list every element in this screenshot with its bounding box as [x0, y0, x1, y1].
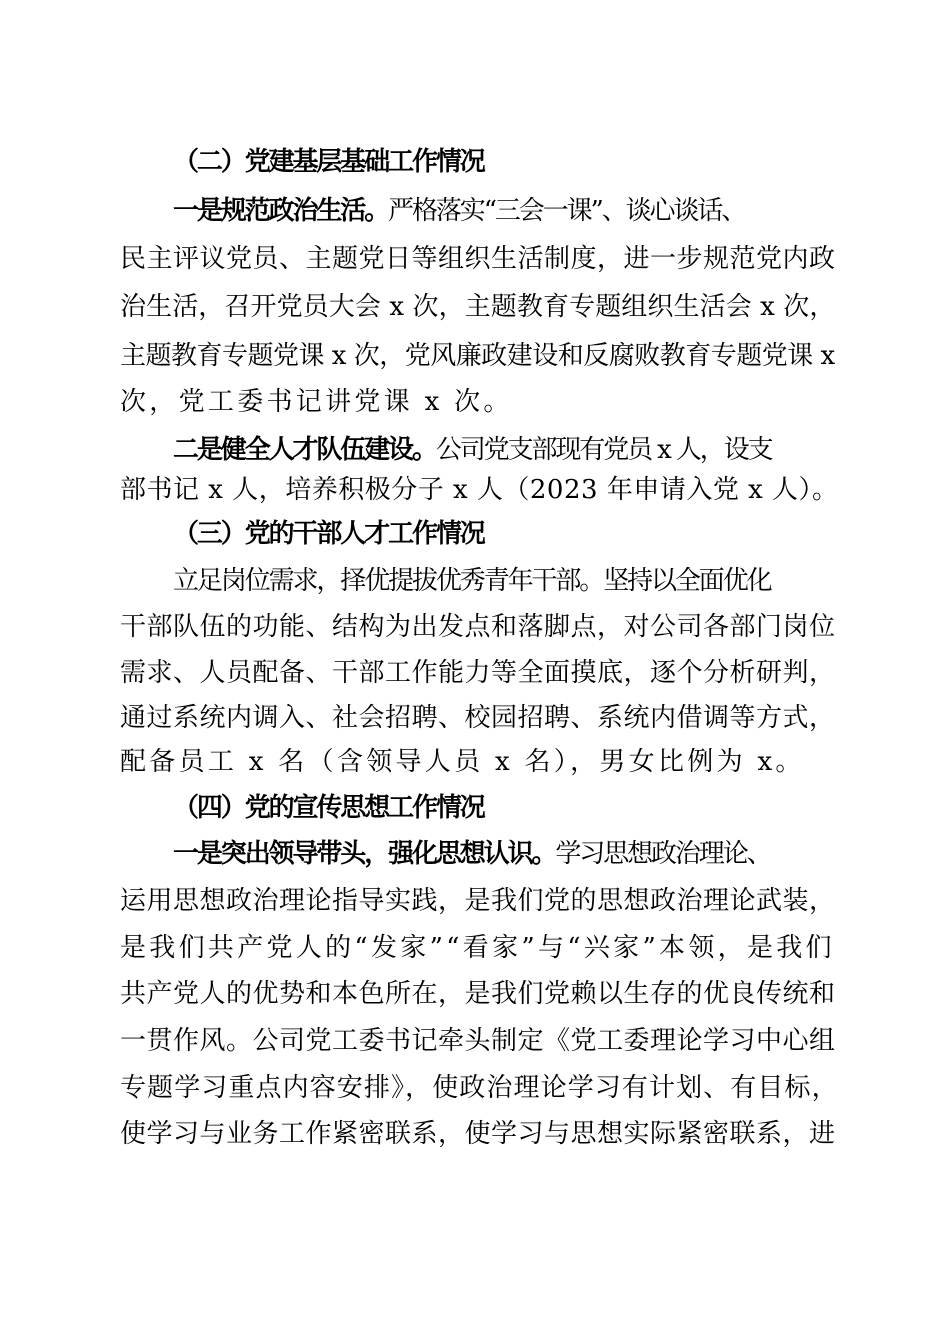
- paragraph-line: 配备员工 x 名（含领导人员 x 名），男女比例为 x。: [120, 747, 805, 777]
- paragraph-line: [173, 838, 893, 870]
- paragraph-line: 是我们共产党人的“发家”“看家”与“兴家”本领，是我们: [120, 933, 835, 963]
- paragraph-line: 需求、人员配备、干部工作能力等全面摸底，逐个分析研判，: [120, 658, 836, 688]
- paragraph-line: 运用思想政治理论指导实践，是我们党的思想政治理论武装，: [120, 886, 836, 916]
- paragraph-line: 干部队伍的功能、结构为出发点和落脚点，对公司各部门岗位: [120, 612, 836, 642]
- paragraph-line: 立足岗位需求，择优提拔优秀青年干部。坚持以全面优化: [173, 566, 771, 596]
- paragraph-text: 公司党支部现有党员 x 人，设支: [435, 435, 772, 465]
- paragraph-line: 一贯作风。公司党工委书记牵头制定《党工委理论学习中心组: [120, 1026, 836, 1056]
- paragraph-text: 严格落实“三会一课”、谈心谈话、: [388, 196, 746, 226]
- paragraph-line: 治生活，召开党员大会 x 次，主题教育专题组织生活会 x 次，: [120, 292, 836, 322]
- paragraph-line: [173, 195, 893, 227]
- paragraph-line: 民主评议党员、主题党日等组织生活制度，进一步规范党内政: [120, 244, 836, 274]
- section-heading: （四）党的宣传思想工作情况: [173, 793, 484, 823]
- paragraph-line: 主题教育专题党课 x 次，党风廉政建设和反腐败教育专题党课 x: [120, 341, 835, 371]
- paragraph-line: 专题学习重点内容安排》，使政治理论学习有计划、有目标，: [120, 1073, 839, 1103]
- paragraph-lead: 二是健全人才队伍建设。: [173, 435, 436, 465]
- paragraph-line: 使学习与业务工作紧密联系，使学习与思想实际紧密联系，进: [120, 1119, 836, 1149]
- paragraph-line: 部书记 x 人，培养积极分子 x 人（2023 年申请入党 x 人）。: [120, 475, 839, 505]
- paragraph-line: 次，党工委书记讲党课 x 次。: [120, 387, 513, 417]
- paragraph-lead: 一是规范政治生活。: [173, 196, 389, 226]
- paragraph-line: [173, 434, 893, 466]
- paragraph-text: 学习思想政治理论、: [555, 839, 771, 869]
- section-heading: （三）党的干部人才工作情况: [173, 519, 484, 549]
- paragraph-line: 共产党人的优势和本色所在，是我们党赖以生存的优良传统和: [120, 979, 836, 1009]
- paragraph-line: 通过系统内调入、社会招聘、校园招聘、系统内借调等方式，: [120, 703, 836, 733]
- paragraph-lead: 一是突出领导带头，强化思想认识。: [173, 839, 556, 869]
- section-heading: （二）党建基层基础工作情况: [173, 147, 484, 177]
